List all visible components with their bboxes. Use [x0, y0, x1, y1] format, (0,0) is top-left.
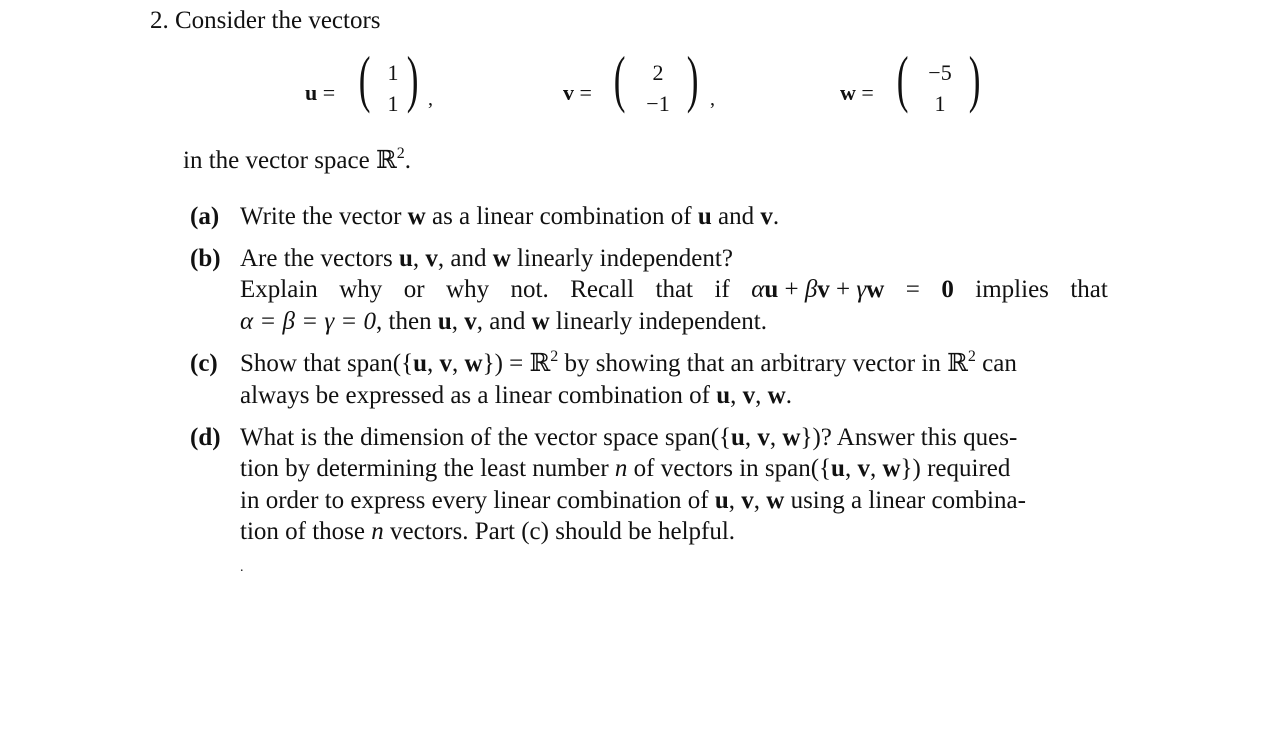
intro-text: in the vector space ℝ$^2$. — [183, 145, 411, 174]
part-d-line-2: tion by determining the least number n of vectors in span({u, v, w}) required — [240, 455, 1011, 482]
vector-v-top: 2 — [652, 60, 664, 85]
vector-v-right-paren: ) — [686, 43, 699, 114]
vector-w-left-paren: ( — [896, 43, 909, 114]
vector-v-bottom: −1 — [646, 91, 670, 116]
problem-number: 2. — [150, 7, 169, 34]
part-b-line-1: Are the vectors u, v, and w linearly independent? — [240, 245, 733, 272]
vector-u-left-paren: ( — [358, 43, 371, 114]
vector-u-label: u = — [305, 80, 336, 105]
vector-w-label: w = — [840, 80, 874, 105]
vector-u-right-paren: ) — [406, 43, 419, 114]
vector-u-bottom: 1 — [387, 91, 399, 116]
vector-v-comma: , — [710, 88, 715, 110]
part-b-label: (b) — [190, 245, 221, 272]
part-c-label: (c) — [190, 350, 218, 377]
part-a-text: Write the vector w as a linear combination of u and v. — [240, 203, 780, 230]
vector-v-left-paren: ( — [613, 43, 626, 114]
vector-w-top: −5 — [928, 60, 952, 85]
part-b-equation: αu + βv + γw — [751, 276, 885, 303]
part-b-line-3: α = β = γ = 0, then u, v, and w linearly independent. — [240, 308, 767, 335]
problem-prompt: Consider the vectors — [175, 7, 381, 34]
problem-header — [150, 8, 381, 33]
part-b-line-2: Explain why or why not. Recall that if αu + βv + γw = 0 implies that — [240, 276, 1108, 303]
part-c-line-1: Show that span({u, v, w}) = ℝ$^2$ by showing that an arbitrary vector in ℝ$^2$ can — [240, 348, 1017, 377]
vector-u-comma: , — [428, 88, 433, 110]
part-a-label: (a) — [190, 203, 220, 230]
stray-dot: . — [240, 560, 244, 575]
part-c-line-2: always be expressed as a linear combination of u, v, w. — [240, 382, 792, 409]
vector-w-bottom: 1 — [934, 91, 946, 116]
part-d-line-4: tion of those n vectors. Part (c) should be helpful. — [240, 518, 736, 545]
part-d-label: (d) — [190, 424, 221, 451]
vector-u-top: 1 — [387, 60, 399, 85]
part-d-line-1: What is the dimension of the vector space span({u, v, w})? Answer this ques- — [240, 424, 1018, 451]
part-d-line-3: in order to express every linear combination of u, v, w using a linear combina- — [240, 487, 1026, 514]
vector-w-right-paren: ) — [968, 43, 981, 114]
vector-v-label: v = — [563, 80, 592, 105]
